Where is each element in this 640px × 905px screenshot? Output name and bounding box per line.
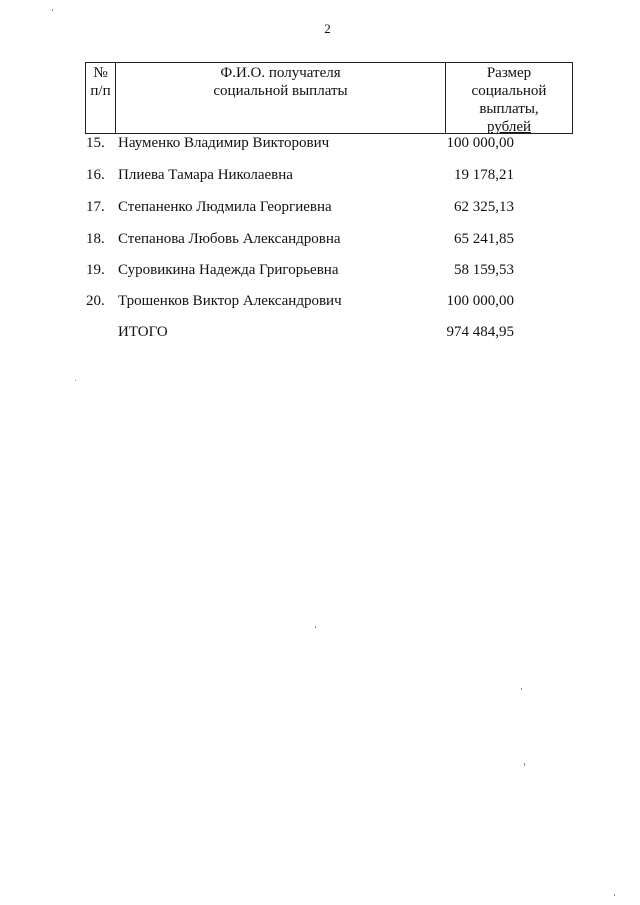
table-row [0,133,640,153]
recipient-name: Плиева Тамара Николаевна [118,167,293,183]
header-amount-line: рублей [486,119,532,135]
table-row [0,197,640,217]
page-number: 2 [324,21,331,36]
total-label: ИТОГО [118,324,168,340]
row-number: 19. [86,262,105,278]
scan-speck [524,763,525,766]
row-number: 20. [86,293,105,309]
total-amount: 974 484,95 [446,324,514,340]
row-number: 18. [86,231,105,247]
header-number-line: № [93,65,108,81]
table-row [0,260,640,280]
scan-speck [52,9,53,11]
header-amount-column [446,63,572,133]
recipient-name: Степанова Любовь Александровна [118,231,341,247]
payment-amount: 19 178,21 [454,167,514,183]
header-number-column [86,63,116,133]
payment-amount: 62 325,13 [454,199,514,215]
scan-speck [521,688,522,690]
payment-amount: 58 159,53 [454,262,514,278]
header-amount-line: социальной [471,83,547,99]
payment-amount: 65 241,85 [454,231,514,247]
recipient-name: Степаненко Людмила Георгиевна [118,199,332,215]
payment-amount: 100 000,00 [446,293,514,309]
scan-speck [614,894,615,896]
payment-amount: 100 000,00 [446,135,514,151]
table-row [0,291,640,311]
scan-speck [75,380,76,381]
recipient-name: Суровикина Надежда Григорьевна [118,262,339,278]
recipient-name: Науменко Владимир Викторович [118,135,330,151]
header-name-column [116,63,446,133]
header-name-line: Ф.И.О. получателя [220,65,341,81]
header-name-line: социальной выплаты [213,83,348,99]
header-number-line: п/п [90,83,111,99]
row-number: 16. [86,167,105,183]
row-number: 17. [86,199,105,215]
table-row [0,165,640,185]
table-row [0,229,640,249]
scan-speck [315,626,316,628]
total-row [0,322,640,342]
table-header [85,62,573,134]
recipient-name: Трошенков Виктор Александрович [118,293,342,309]
header-amount-line: выплаты, [479,101,539,117]
row-number: 15. [86,135,105,151]
header-amount-line: Размер [486,65,532,81]
